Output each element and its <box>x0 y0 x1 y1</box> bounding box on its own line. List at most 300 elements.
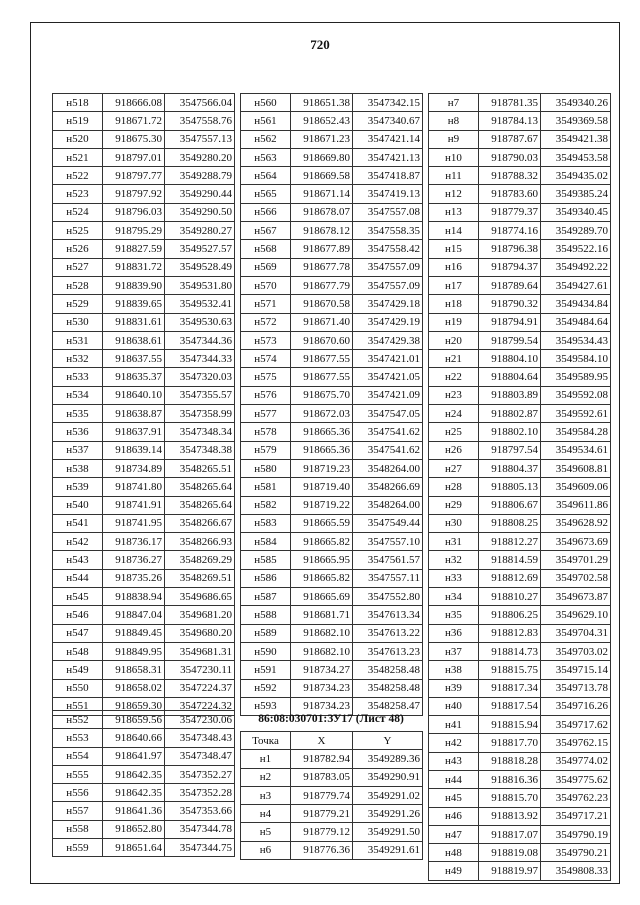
y-coordinate-cell: 3549762.23 <box>541 789 611 807</box>
y-coordinate-cell: 3549291.61 <box>353 841 423 859</box>
point-id-cell: н551 <box>53 697 103 715</box>
x-coordinate-cell: 918817.70 <box>479 734 541 752</box>
point-id-cell: н552 <box>53 711 103 729</box>
y-coordinate-cell: 3549291.50 <box>353 823 423 841</box>
point-id-cell: н541 <box>53 514 103 532</box>
table-row <box>429 203 611 221</box>
x-coordinate-cell: 918670.58 <box>291 295 353 313</box>
y-coordinate-cell: 3549592.61 <box>541 405 611 423</box>
table-row <box>241 130 423 148</box>
x-coordinate-cell: 918779.74 <box>291 786 353 804</box>
point-id-cell: н556 <box>53 784 103 802</box>
x-coordinate-cell: 918802.10 <box>479 423 541 441</box>
point-id-cell: н585 <box>241 551 291 569</box>
x-coordinate-cell: 918802.87 <box>479 405 541 423</box>
table-row <box>53 350 235 368</box>
y-coordinate-cell: 3549484.64 <box>541 313 611 331</box>
point-id-cell: н561 <box>241 112 291 130</box>
table-row <box>429 478 611 496</box>
y-coordinate-cell: 3547358.99 <box>165 405 235 423</box>
table-row <box>241 606 423 624</box>
point-id-cell: н592 <box>241 679 291 697</box>
table-row <box>241 514 423 532</box>
y-coordinate-cell: 3549280.27 <box>165 222 235 240</box>
x-coordinate-cell: 918635.37 <box>103 368 165 386</box>
point-id-cell: н44 <box>429 770 479 788</box>
x-coordinate-cell: 918789.64 <box>479 276 541 294</box>
table-row <box>241 588 423 606</box>
point-id-cell: н581 <box>241 478 291 496</box>
table-row <box>429 679 611 697</box>
point-id-cell: н520 <box>53 130 103 148</box>
x-coordinate-cell: 918734.23 <box>291 697 353 715</box>
point-id-cell: н527 <box>53 258 103 276</box>
table-row <box>53 405 235 423</box>
y-coordinate-cell: 3547421.05 <box>353 368 423 386</box>
y-coordinate-cell: 3547342.15 <box>353 94 423 112</box>
table-row <box>241 258 423 276</box>
point-id-cell: н22 <box>429 368 479 386</box>
table-row <box>53 679 235 697</box>
point-id-cell: н46 <box>429 807 479 825</box>
table-row <box>53 386 235 404</box>
table-row <box>429 295 611 313</box>
x-coordinate-cell: 918788.32 <box>479 167 541 185</box>
point-id-cell: н521 <box>53 148 103 166</box>
y-coordinate-cell: 3548265.51 <box>165 459 235 477</box>
table-row <box>429 313 611 331</box>
x-coordinate-cell: 918814.73 <box>479 642 541 660</box>
table-row <box>429 734 611 752</box>
table-row <box>53 569 235 587</box>
point-id-cell: н574 <box>241 350 291 368</box>
point-id-cell: н16 <box>429 258 479 276</box>
table-row <box>53 496 235 514</box>
point-id-cell: н570 <box>241 276 291 294</box>
x-coordinate-cell: 918839.65 <box>103 295 165 313</box>
point-id-cell: н584 <box>241 533 291 551</box>
x-coordinate-cell: 918677.89 <box>291 240 353 258</box>
x-coordinate-cell: 918642.35 <box>103 765 165 783</box>
y-coordinate-cell: 3547557.09 <box>353 258 423 276</box>
table-row <box>53 642 235 660</box>
point-id-cell: н14 <box>429 222 479 240</box>
y-coordinate-cell: 3549713.78 <box>541 679 611 697</box>
y-coordinate-cell: 3549369.58 <box>541 112 611 130</box>
point-id-cell: н36 <box>429 624 479 642</box>
table-row <box>241 459 423 477</box>
table-row <box>429 368 611 386</box>
x-coordinate-cell: 918849.95 <box>103 642 165 660</box>
x-coordinate-cell: 918681.71 <box>291 606 353 624</box>
point-id-cell: н589 <box>241 624 291 642</box>
y-coordinate-cell: 3549611.86 <box>541 496 611 514</box>
point-id-cell: н563 <box>241 148 291 166</box>
table-row <box>53 478 235 496</box>
x-coordinate-cell: 918666.08 <box>103 94 165 112</box>
table-row <box>241 768 423 786</box>
table-row <box>429 331 611 349</box>
point-id-cell: н17 <box>429 276 479 294</box>
x-coordinate-cell: 918774.16 <box>479 222 541 240</box>
point-id-cell: н539 <box>53 478 103 496</box>
y-coordinate-cell: 3547344.75 <box>165 839 235 857</box>
x-coordinate-cell: 918779.37 <box>479 203 541 221</box>
x-coordinate-cell: 918671.23 <box>291 130 353 148</box>
table-row <box>53 423 235 441</box>
table-row <box>241 222 423 240</box>
y-coordinate-cell: 3548264.00 <box>353 496 423 514</box>
point-id-cell: н35 <box>429 606 479 624</box>
y-coordinate-cell: 3547429.18 <box>353 295 423 313</box>
x-coordinate-cell: 918808.25 <box>479 514 541 532</box>
y-coordinate-cell: 3549534.61 <box>541 441 611 459</box>
x-coordinate-cell: 918638.61 <box>103 331 165 349</box>
coordinates-table-col3 <box>428 93 611 881</box>
x-coordinate-cell: 918640.10 <box>103 386 165 404</box>
point-id-cell: н555 <box>53 765 103 783</box>
point-id-cell: н533 <box>53 368 103 386</box>
y-coordinate-cell: 3547344.33 <box>165 350 235 368</box>
x-coordinate-cell: 918804.10 <box>479 350 541 368</box>
table-row <box>241 405 423 423</box>
y-coordinate-cell: 3547352.28 <box>165 784 235 802</box>
table-row <box>53 185 235 203</box>
point-id-cell: н544 <box>53 569 103 587</box>
y-coordinate-cell: 3549673.69 <box>541 533 611 551</box>
y-coordinate-cell: 3547549.44 <box>353 514 423 532</box>
y-coordinate-cell: 3549289.70 <box>541 222 611 240</box>
table-row <box>429 642 611 660</box>
y-coordinate-cell: 3549291.26 <box>353 805 423 823</box>
header-y: Y <box>353 732 423 750</box>
point-id-cell: н575 <box>241 368 291 386</box>
x-coordinate-cell: 918806.25 <box>479 606 541 624</box>
y-coordinate-cell: 3547557.11 <box>353 569 423 587</box>
x-coordinate-cell: 918677.55 <box>291 368 353 386</box>
point-id-cell: н9 <box>429 130 479 148</box>
x-coordinate-cell: 918734.27 <box>291 661 353 679</box>
table-row <box>429 752 611 770</box>
table-row <box>429 350 611 368</box>
point-id-cell: н37 <box>429 642 479 660</box>
y-coordinate-cell: 3549280.20 <box>165 148 235 166</box>
point-id-cell: н559 <box>53 839 103 857</box>
table-row <box>429 405 611 423</box>
x-coordinate-cell: 918639.14 <box>103 441 165 459</box>
table-row <box>241 533 423 551</box>
table-row <box>53 784 235 802</box>
point-id-cell: н519 <box>53 112 103 130</box>
y-coordinate-cell: 3549680.20 <box>165 624 235 642</box>
table-row <box>429 624 611 642</box>
point-id-cell: н529 <box>53 295 103 313</box>
x-coordinate-cell: 918682.10 <box>291 624 353 642</box>
table-row <box>241 841 423 859</box>
table-row <box>241 276 423 294</box>
table-row <box>53 295 235 313</box>
point-id-cell: н8 <box>429 112 479 130</box>
header-x: X <box>291 732 353 750</box>
x-coordinate-cell: 918678.07 <box>291 203 353 221</box>
table-row <box>429 130 611 148</box>
y-coordinate-cell: 3547418.87 <box>353 167 423 185</box>
point-id-cell: н537 <box>53 441 103 459</box>
y-coordinate-cell: 3549340.45 <box>541 203 611 221</box>
y-coordinate-cell: 3549628.92 <box>541 514 611 532</box>
point-id-cell: н33 <box>429 569 479 587</box>
page-number: 720 <box>310 37 330 52</box>
point-id-cell: н582 <box>241 496 291 514</box>
table-row <box>241 167 423 185</box>
table-row <box>241 661 423 679</box>
table-row <box>53 729 235 747</box>
point-id-cell: н576 <box>241 386 291 404</box>
y-coordinate-cell: 3548269.51 <box>165 569 235 587</box>
table-row <box>429 459 611 477</box>
x-coordinate-cell: 918671.40 <box>291 313 353 331</box>
x-coordinate-cell: 918818.28 <box>479 752 541 770</box>
point-id-cell: н562 <box>241 130 291 148</box>
point-id-cell: н577 <box>241 405 291 423</box>
x-coordinate-cell: 918669.58 <box>291 167 353 185</box>
point-id-cell: н566 <box>241 203 291 221</box>
y-coordinate-cell: 3547224.37 <box>165 679 235 697</box>
table-row <box>53 167 235 185</box>
y-coordinate-cell: 3549774.02 <box>541 752 611 770</box>
point-id-cell: н29 <box>429 496 479 514</box>
point-id-cell: н524 <box>53 203 103 221</box>
x-coordinate-cell: 918652.43 <box>291 112 353 130</box>
x-coordinate-cell: 918682.10 <box>291 642 353 660</box>
table-row <box>53 203 235 221</box>
x-coordinate-cell: 918652.80 <box>103 820 165 838</box>
x-coordinate-cell: 918815.70 <box>479 789 541 807</box>
y-coordinate-cell: 3549492.22 <box>541 258 611 276</box>
x-coordinate-cell: 918735.26 <box>103 569 165 587</box>
point-id-cell: н45 <box>429 789 479 807</box>
point-id-cell: н573 <box>241 331 291 349</box>
y-coordinate-cell: 3549527.57 <box>165 240 235 258</box>
y-coordinate-cell: 3549589.95 <box>541 368 611 386</box>
table-row <box>241 569 423 587</box>
x-coordinate-cell: 918783.60 <box>479 185 541 203</box>
table-row <box>429 606 611 624</box>
x-coordinate-cell: 918838.94 <box>103 588 165 606</box>
point-id-cell: н568 <box>241 240 291 258</box>
y-coordinate-cell: 3547421.09 <box>353 386 423 404</box>
x-coordinate-cell: 918812.69 <box>479 569 541 587</box>
table-row <box>53 747 235 765</box>
table-row <box>241 624 423 642</box>
x-coordinate-cell: 918796.03 <box>103 203 165 221</box>
x-coordinate-cell: 918794.37 <box>479 258 541 276</box>
y-coordinate-cell: 3547561.57 <box>353 551 423 569</box>
table-row <box>429 789 611 807</box>
x-coordinate-cell: 918637.55 <box>103 350 165 368</box>
x-coordinate-cell: 918849.45 <box>103 624 165 642</box>
y-coordinate-cell: 3549290.44 <box>165 185 235 203</box>
y-coordinate-cell: 3549531.80 <box>165 276 235 294</box>
table-row <box>241 240 423 258</box>
x-coordinate-cell: 918741.91 <box>103 496 165 514</box>
point-id-cell: н43 <box>429 752 479 770</box>
point-id-cell: н546 <box>53 606 103 624</box>
table-row <box>429 807 611 825</box>
y-coordinate-cell: 3547429.19 <box>353 313 423 331</box>
table-row <box>241 441 423 459</box>
table-row <box>241 423 423 441</box>
y-coordinate-cell: 3547419.13 <box>353 185 423 203</box>
x-coordinate-cell: 918790.03 <box>479 148 541 166</box>
x-coordinate-cell: 918797.92 <box>103 185 165 203</box>
y-coordinate-cell: 3547344.36 <box>165 331 235 349</box>
table-row <box>53 258 235 276</box>
x-coordinate-cell: 918839.90 <box>103 276 165 294</box>
point-id-cell: н560 <box>241 94 291 112</box>
y-coordinate-cell: 3549717.62 <box>541 716 611 734</box>
y-coordinate-cell: 3547340.67 <box>353 112 423 130</box>
x-coordinate-cell: 918658.02 <box>103 679 165 697</box>
point-id-cell: н21 <box>429 350 479 368</box>
point-id-cell: н28 <box>429 478 479 496</box>
table-row <box>241 331 423 349</box>
y-coordinate-cell: 3547421.01 <box>353 350 423 368</box>
x-coordinate-cell: 918677.55 <box>291 350 353 368</box>
point-id-cell: н564 <box>241 167 291 185</box>
x-coordinate-cell: 918719.23 <box>291 459 353 477</box>
point-id-cell: н548 <box>53 642 103 660</box>
coordinates-table-col2-top <box>240 93 423 716</box>
y-coordinate-cell: 3549790.21 <box>541 844 611 862</box>
y-coordinate-cell: 3547557.09 <box>353 276 423 294</box>
table-row <box>429 167 611 185</box>
y-coordinate-cell: 3549715.14 <box>541 661 611 679</box>
table-row <box>429 94 611 112</box>
point-id-cell: н38 <box>429 661 479 679</box>
y-coordinate-cell: 3547421.14 <box>353 130 423 148</box>
y-coordinate-cell: 3548265.64 <box>165 478 235 496</box>
point-id-cell: н531 <box>53 331 103 349</box>
table-row <box>53 765 235 783</box>
y-coordinate-cell: 3547230.06 <box>165 711 235 729</box>
point-id-cell: н540 <box>53 496 103 514</box>
x-coordinate-cell: 918665.82 <box>291 533 353 551</box>
table-row <box>241 642 423 660</box>
x-coordinate-cell: 918669.80 <box>291 148 353 166</box>
x-coordinate-cell: 918816.36 <box>479 770 541 788</box>
y-coordinate-cell: 3549290.91 <box>353 768 423 786</box>
table-row <box>429 148 611 166</box>
point-id-cell: н1 <box>241 750 291 768</box>
point-id-cell: н23 <box>429 386 479 404</box>
table-row <box>53 331 235 349</box>
y-coordinate-cell: 3549434.84 <box>541 295 611 313</box>
x-coordinate-cell: 918719.40 <box>291 478 353 496</box>
table-row <box>53 533 235 551</box>
point-id-cell: н10 <box>429 148 479 166</box>
x-coordinate-cell: 918782.94 <box>291 750 353 768</box>
x-coordinate-cell: 918813.92 <box>479 807 541 825</box>
table-row <box>429 862 611 880</box>
y-coordinate-cell: 3547566.04 <box>165 94 235 112</box>
point-id-cell: н590 <box>241 642 291 660</box>
x-coordinate-cell: 918803.89 <box>479 386 541 404</box>
x-coordinate-cell: 918787.67 <box>479 130 541 148</box>
point-id-cell: н532 <box>53 350 103 368</box>
x-coordinate-cell: 918779.12 <box>291 823 353 841</box>
table-row <box>53 222 235 240</box>
table-row <box>429 441 611 459</box>
y-coordinate-cell: 3549522.16 <box>541 240 611 258</box>
point-id-cell: н518 <box>53 94 103 112</box>
y-coordinate-cell: 3547613.23 <box>353 642 423 660</box>
y-coordinate-cell: 3549686.65 <box>165 588 235 606</box>
x-coordinate-cell: 918637.91 <box>103 423 165 441</box>
point-id-cell: н543 <box>53 551 103 569</box>
y-coordinate-cell: 3547613.22 <box>353 624 423 642</box>
table-row <box>429 112 611 130</box>
x-coordinate-cell: 918665.82 <box>291 569 353 587</box>
point-id-cell: н542 <box>53 533 103 551</box>
y-coordinate-cell: 3547429.38 <box>353 331 423 349</box>
table-row <box>53 624 235 642</box>
point-id-cell: н20 <box>429 331 479 349</box>
x-coordinate-cell: 918779.21 <box>291 805 353 823</box>
y-coordinate-cell: 3549534.43 <box>541 331 611 349</box>
coordinates-table-col1-top <box>52 93 235 716</box>
x-coordinate-cell: 918641.36 <box>103 802 165 820</box>
table-row <box>241 148 423 166</box>
point-id-cell: н549 <box>53 661 103 679</box>
y-coordinate-cell: 3549584.28 <box>541 423 611 441</box>
x-coordinate-cell: 918804.37 <box>479 459 541 477</box>
y-coordinate-cell: 3549421.38 <box>541 130 611 148</box>
x-coordinate-cell: 918783.05 <box>291 768 353 786</box>
y-coordinate-cell: 3547541.62 <box>353 441 423 459</box>
point-id-cell: н47 <box>429 825 479 843</box>
point-id-cell: н572 <box>241 313 291 331</box>
table-row <box>53 94 235 112</box>
point-id-cell: н13 <box>429 203 479 221</box>
table-row <box>241 496 423 514</box>
y-coordinate-cell: 3549762.15 <box>541 734 611 752</box>
point-id-cell: н30 <box>429 514 479 532</box>
y-coordinate-cell: 3548258.47 <box>353 697 423 715</box>
table-row <box>241 368 423 386</box>
x-coordinate-cell: 918734.23 <box>291 679 353 697</box>
x-coordinate-cell: 918797.54 <box>479 441 541 459</box>
x-coordinate-cell: 918784.13 <box>479 112 541 130</box>
table-row <box>429 697 611 715</box>
table-row <box>53 820 235 838</box>
table-row <box>53 240 235 258</box>
table-row <box>53 661 235 679</box>
x-coordinate-cell: 918671.14 <box>291 185 353 203</box>
point-id-cell: н522 <box>53 167 103 185</box>
y-coordinate-cell: 3547348.34 <box>165 423 235 441</box>
table-row <box>53 130 235 148</box>
x-coordinate-cell: 918675.70 <box>291 386 353 404</box>
table-row <box>429 240 611 258</box>
x-coordinate-cell: 918659.56 <box>103 711 165 729</box>
point-id-cell: н587 <box>241 588 291 606</box>
y-coordinate-cell: 3547352.27 <box>165 765 235 783</box>
y-coordinate-cell: 3548266.93 <box>165 533 235 551</box>
table-row <box>241 386 423 404</box>
y-coordinate-cell: 3549427.61 <box>541 276 611 294</box>
y-coordinate-cell: 3547557.13 <box>165 130 235 148</box>
